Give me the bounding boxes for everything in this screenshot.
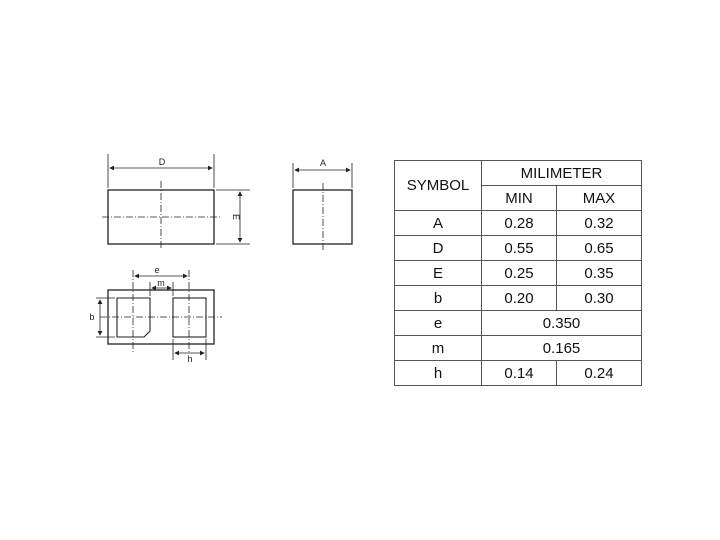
symbol-header: SYMBOL	[395, 161, 482, 211]
row-min: 0.14	[482, 361, 557, 386]
row-max: 0.35	[557, 261, 642, 286]
row-max: 0.24	[557, 361, 642, 386]
row-symbol: A	[395, 211, 482, 236]
table-row	[395, 211, 642, 236]
table-row	[395, 261, 642, 286]
row-symbol: D	[395, 236, 482, 261]
label-A: A	[319, 158, 327, 168]
row-min: 0.20	[482, 286, 557, 311]
table-row	[395, 336, 642, 361]
max-header: MAX	[557, 186, 642, 211]
label-m: m	[157, 278, 165, 288]
dimension-table	[394, 160, 642, 386]
table-row	[395, 361, 642, 386]
row-symbol: m	[395, 336, 482, 361]
side-view-body	[293, 190, 352, 244]
side-view	[293, 163, 352, 250]
label-b: b	[89, 312, 95, 322]
pad-right	[173, 298, 206, 337]
row-symbol: E	[395, 261, 482, 286]
row-min: 0.25	[482, 261, 557, 286]
unit-header: MILIMETER	[482, 161, 642, 186]
pad-left	[117, 298, 150, 337]
row-min: 0.28	[482, 211, 557, 236]
row-max: 0.65	[557, 236, 642, 261]
label-D: D	[158, 157, 166, 167]
label-h: h	[187, 354, 193, 364]
row-min: 0.55	[482, 236, 557, 261]
row-symbol: b	[395, 286, 482, 311]
label-e: e	[154, 265, 160, 275]
row-symbol: h	[395, 361, 482, 386]
table-row	[395, 286, 642, 311]
row-nominal: 0.165	[482, 336, 642, 361]
row-max: 0.32	[557, 211, 642, 236]
row-symbol: e	[395, 311, 482, 336]
table-row	[395, 311, 642, 336]
top-view	[102, 154, 250, 250]
label-E: E	[231, 213, 241, 221]
table-row	[395, 236, 642, 261]
row-max: 0.30	[557, 286, 642, 311]
row-nominal: 0.350	[482, 311, 642, 336]
min-header: MIN	[482, 186, 557, 211]
